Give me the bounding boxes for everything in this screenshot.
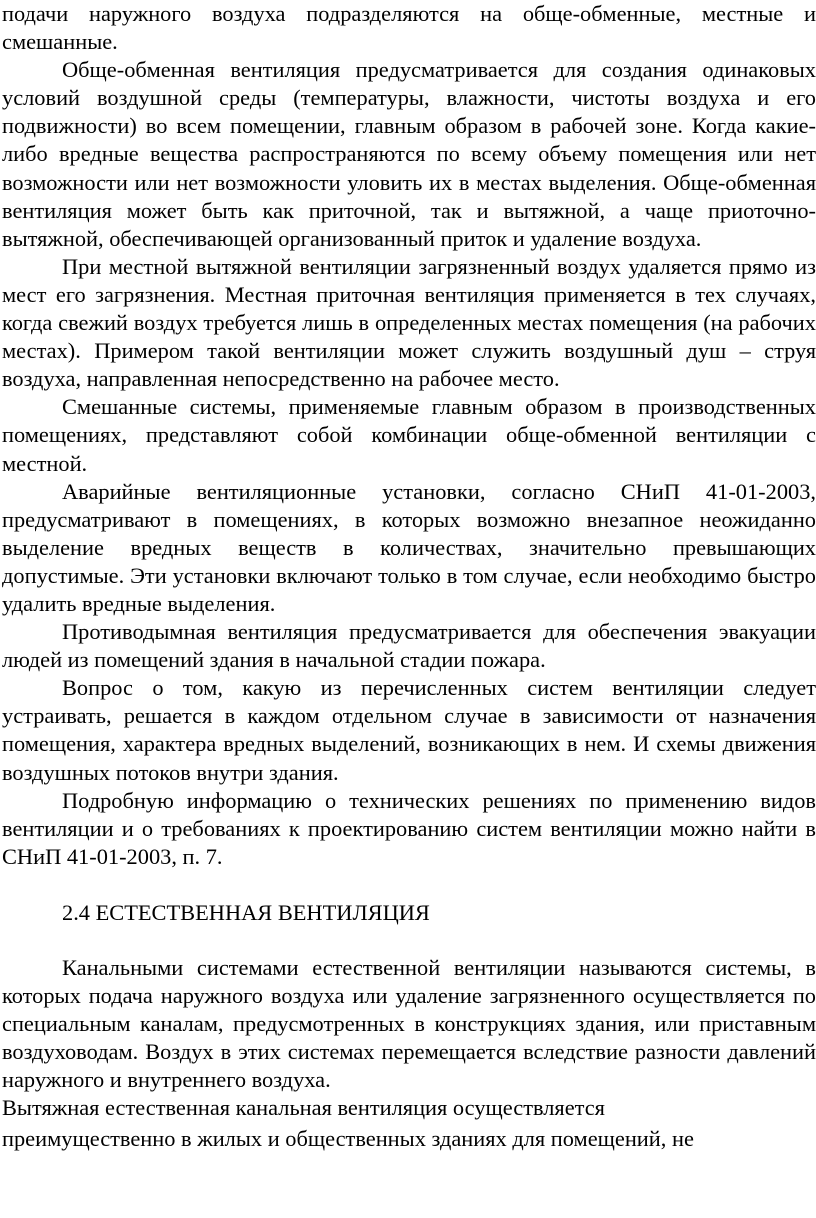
paragraph-system-choice: Вопрос о том, какую из перечисленных систем вентиляции следует устраивать, решается в каждом отдельном случае в зависимости от назначения помещения, характера вредных выделений, возникающих в нем. И схемы движения воздушных потоков внутри здания. (2, 675, 816, 785)
paragraph-exhaust-line-1: Вытяжная естественная канальная вентиляция осуществляется (2, 1095, 605, 1121)
paragraph-mixed-systems: Смешанные системы, применяемые главным образом в производственных помещениях, представляют собой комбинации обще-обменной вентиляции с местной. (2, 394, 816, 476)
paragraph-smoke-ventilation: Противодымная вентиляция предусматривается для обеспечения эвакуации людей из помещений здания в начальной стадии пожара. (2, 619, 816, 673)
paragraph-emergency-ventilation: Аварийные вентиляционные установки, согласно СНиП 41-01-2003, предусматривают в помещениях, в которых возможно внезапное неожиданно выделение вредных веществ в количествах, значительно превышающих допустимые. Эти установки включают только в том случае, если необходимо быстро удалить вредные выделения. (2, 478, 816, 616)
paragraph-reference: Подробную информацию о технических решениях по применению видов вентиляции и о требованиях к проектированию систем вентиляции можно найти в СНиП 41-01-2003, п. 7. (2, 787, 816, 869)
paragraph-local-ventilation: При местной вытяжной вентиляции загрязненный воздух удаляется прямо из мест его загрязнения. Местная приточная вентиляция применяется в тех случаях, когда свежий воздух требуется лишь в определенных местах помещения (на рабочих местах). Примером такой вентиляции может служить воздушный душ – струя воздуха, направленная непосредственно на рабочее место. (2, 253, 816, 392)
paragraph-exhaust-line-2: преимущественно в жилых и общественных зданиях для помещений, не (2, 1125, 694, 1151)
paragraph-channel-systems: Канальными системами естественной вентиляции называются системы, в которых подача наружного воздуха или удаление загрязненного осуществляется по специальным каналам, предусмотренных в конструкциях здания, или приставным воздуховодам. Воздух в этих системах перемещается вследствие разности давлений наружного и внутреннего воздуха. (2, 955, 816, 1093)
section-heading: 2.4 ЕСТЕСТВЕННАЯ ВЕНТИЛЯЦИЯ (62, 899, 430, 925)
paragraph-general-ventilation: Обще-обменная вентиляция предусматривается для создания одинаковых условий воздушной среды (температуры, влажности, чистоты воздуха и его подвижности) во всем помещении, главным образом в рабочей зоне. Когда какие-либо вредные вещества распространяются по всему объему помещения или нет возможности или нет возможности уловить их в местах выделения. Обще-обменная вентиляция может быть как приточной, так и вытяжной, а чаще приоточно-вытяжной, обеспечивающей организованный приток и удаление воздуха. (2, 57, 816, 251)
paragraph-continuation: подачи наружного воздуха подразделяются на обще-обменные, местные и смешанные. (2, 1, 816, 55)
